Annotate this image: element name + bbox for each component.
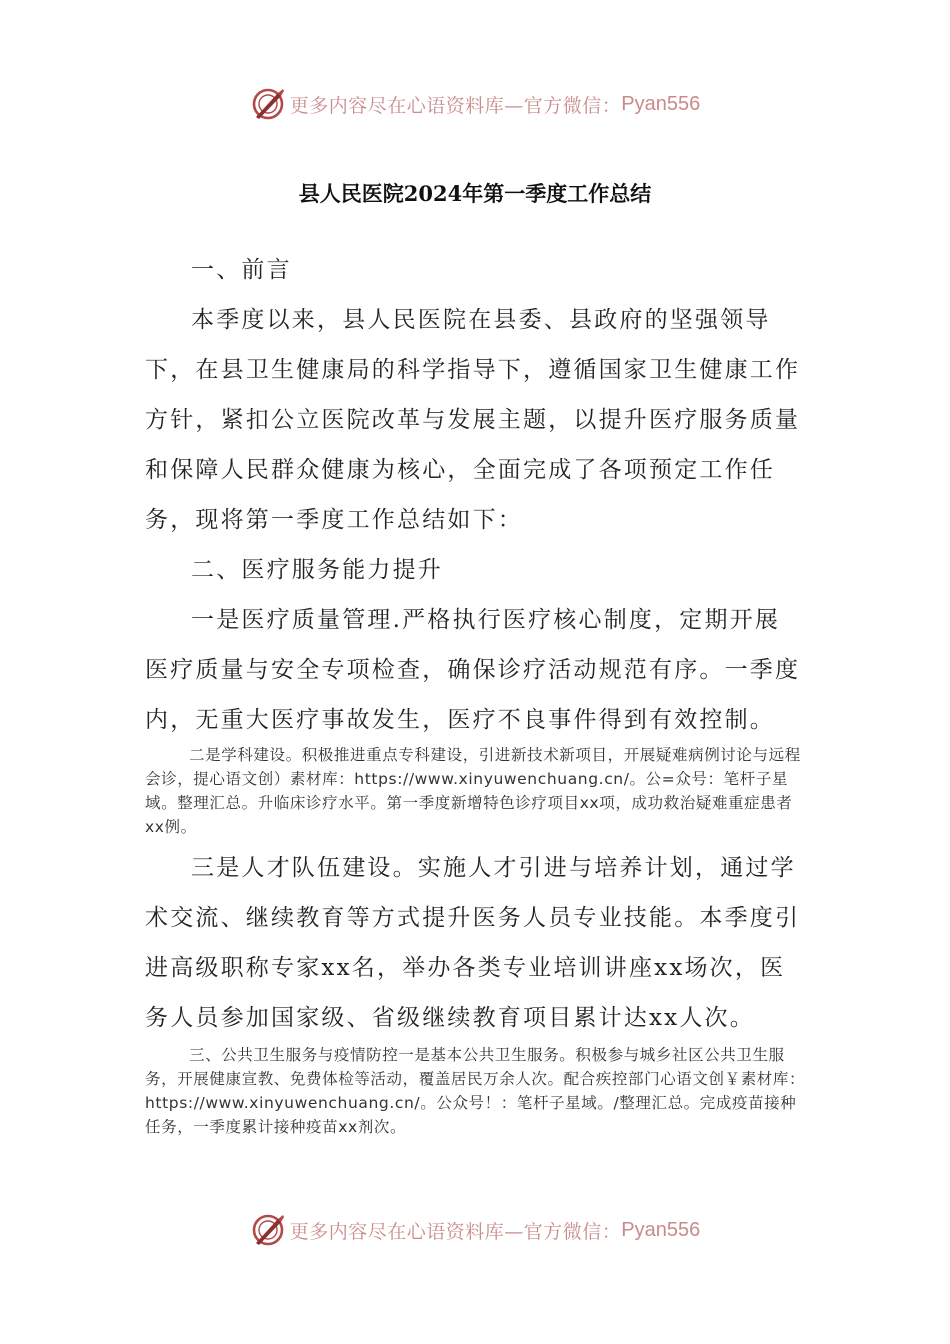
watermark-account: Pyan556 (621, 1218, 701, 1241)
paragraph-discipline-building: 二是学科建设。积极推进重点专科建设，引进新技术新项目，开展疑难病例讨论与远程会诊，提心语文创）素材库：https://www.xinyuwenchuang.cn/。公=众号：笔杆子星域。整理汇总。升临床诊疗水平。第一季度新增特色诊疗项目xx项，成功救治疑难重症患者xx例。 (145, 746, 801, 836)
paragraph-talent-building: 三是人才队伍建设。实施人才引进与培养计划，通过学术交流、继续教育等方式提升医务人员专业技能。本季度引进高级职称专家xx名，举办各类专业培训讲座xx场次，医务人员参加国家级、省级继续教育项目累计达xx人次。 (145, 855, 801, 1031)
pen-circle-logo-icon (250, 1212, 286, 1248)
watermark-banner-bottom (0, 1210, 950, 1250)
paragraph-quality-management: 一是医疗质量管理.严格执行医疗核心制度，定期开展医疗质量与安全专项检查，确保诊疗活动规范有序。一季度内，无重大医疗事故发生，医疗不良事件得到有效控制。 (145, 607, 801, 733)
pen-circle-logo-icon (250, 86, 286, 122)
document-title: 县人民医院2024年第一季度工作总结 (298, 181, 652, 206)
section-heading-preface: 一、前言 (191, 257, 292, 283)
watermark-text: 更多内容尽在心语资料库—官方微信： (289, 94, 622, 117)
paragraph-public-health: 三、公共卫生服务与疫情防控一是基本公共卫生服务。积极参与城乡社区公共卫生服务，开展健康宣教、免费体检等活动，覆盖居民万余人次。配合疾控部门心语文创￥素材库：https://www.xinyuwenchuang.cn/。公众号！：笔杆子星域。/整理汇总。完成疫苗接种任务，一季度累计接种疫苗xx剂次。 (145, 1046, 806, 1136)
preface-paragraph: 本季度以来，县人民医院在县委、县政府的坚强领导下，在县卫生健康局的科学指导下，遵循国家卫生健康工作方针，紧扣公立医院改革与发展主题，以提升医疗服务质量和保障人民群众健康为核心，全面完成了各项预定工作任务，现将第一季度工作总结如下： (145, 307, 801, 533)
watermark-text: 更多内容尽在心语资料库—官方微信： (289, 1220, 622, 1243)
watermark-account: Pyan556 (621, 92, 701, 115)
watermark-banner-top (0, 84, 950, 124)
section-heading-medical-service: 二、医疗服务能力提升 (191, 557, 443, 583)
